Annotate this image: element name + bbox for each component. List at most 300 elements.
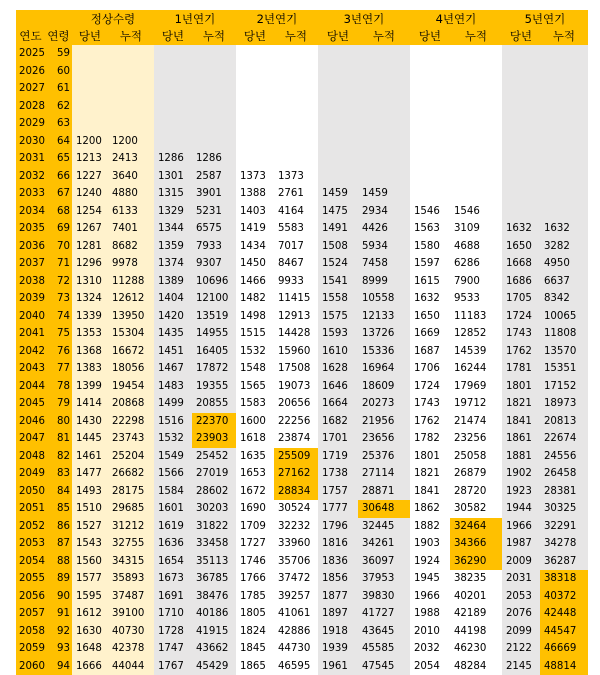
year-cell: 2058: [16, 623, 45, 641]
cumulative-cell: 34278: [540, 535, 588, 553]
annual-cell: 1762: [502, 343, 540, 361]
header-group-normal: 정상수령: [72, 10, 154, 28]
cumulative-cell: 30582: [450, 500, 502, 518]
annual-cell: 1862: [410, 500, 450, 518]
age-cell: 62: [45, 98, 72, 116]
table-row: [16, 465, 588, 483]
annual-cell: 1691: [154, 588, 192, 606]
annual-cell: 1845: [236, 640, 274, 658]
annual-cell: 1666: [72, 658, 108, 675]
cumulative-cell: [108, 80, 154, 98]
annual-cell: [154, 133, 192, 151]
year-cell: 2050: [16, 483, 45, 501]
cumulative-cell: 33960: [274, 535, 318, 553]
year-cell: 2038: [16, 273, 45, 291]
cumulative-cell: [540, 80, 588, 98]
annual-cell: 1816: [318, 535, 358, 553]
annual-cell: 1419: [236, 220, 274, 238]
table-row: [16, 395, 588, 413]
table-row: [16, 658, 588, 675]
header-annual: 당년: [236, 28, 274, 46]
year-cell: 2035: [16, 220, 45, 238]
cumulative-cell: 3282: [540, 238, 588, 256]
cumulative-cell: 35893: [108, 570, 154, 588]
header-cumulative: 누적: [192, 28, 236, 46]
annual-cell: 1724: [502, 308, 540, 326]
cumulative-cell: 22256: [274, 413, 318, 431]
cumulative-cell: 29685: [108, 500, 154, 518]
cumulative-cell: 32232: [274, 518, 318, 536]
cumulative-cell: 10558: [358, 290, 410, 308]
age-cell: 75: [45, 325, 72, 343]
annual-cell: 1987: [502, 535, 540, 553]
annual-cell: [318, 133, 358, 151]
cumulative-cell: 7933: [192, 238, 236, 256]
annual-cell: [410, 80, 450, 98]
cumulative-cell: [450, 98, 502, 116]
age-cell: 71: [45, 255, 72, 273]
annual-cell: 1483: [154, 378, 192, 396]
header-cumulative: 누적: [274, 28, 318, 46]
cumulative-cell: 4880: [108, 185, 154, 203]
year-cell: 2048: [16, 448, 45, 466]
cumulative-cell: 2413: [108, 150, 154, 168]
cumulative-cell: 12133: [358, 308, 410, 326]
cumulative-cell: [540, 150, 588, 168]
annual-cell: 1777: [318, 500, 358, 518]
annual-cell: 1373: [236, 168, 274, 186]
annual-cell: 1648: [72, 640, 108, 658]
year-cell: 2042: [16, 343, 45, 361]
annual-cell: 1939: [318, 640, 358, 658]
year-cell: 2055: [16, 570, 45, 588]
cumulative-cell: 7401: [108, 220, 154, 238]
table-row: [16, 535, 588, 553]
cumulative-cell: 3109: [450, 220, 502, 238]
year-cell: 2031: [16, 150, 45, 168]
annual-cell: 1359: [154, 238, 192, 256]
table-row: [16, 518, 588, 536]
cumulative-cell: 22370: [192, 413, 236, 431]
cumulative-cell: 47545: [358, 658, 410, 675]
year-cell: 2045: [16, 395, 45, 413]
annual-cell: [318, 63, 358, 81]
cumulative-cell: 38235: [450, 570, 502, 588]
annual-cell: 1897: [318, 605, 358, 623]
cumulative-cell: 27114: [358, 465, 410, 483]
age-cell: 68: [45, 203, 72, 221]
header-cumulative: 누적: [358, 28, 410, 46]
cumulative-cell: [450, 150, 502, 168]
cumulative-cell: 43645: [358, 623, 410, 641]
cumulative-cell: 25376: [358, 448, 410, 466]
cumulative-cell: [192, 133, 236, 151]
cumulative-cell: 41915: [192, 623, 236, 641]
cumulative-cell: [540, 133, 588, 151]
year-cell: 2046: [16, 413, 45, 431]
cumulative-cell: 2761: [274, 185, 318, 203]
cumulative-cell: [450, 115, 502, 133]
cumulative-cell: [540, 63, 588, 81]
cumulative-cell: 21474: [450, 413, 502, 431]
age-cell: 73: [45, 290, 72, 308]
cumulative-cell: 38476: [192, 588, 236, 606]
annual-cell: 1477: [72, 465, 108, 483]
cumulative-cell: 8467: [274, 255, 318, 273]
cumulative-cell: 3901: [192, 185, 236, 203]
cumulative-cell: 41727: [358, 605, 410, 623]
year-cell: 2029: [16, 115, 45, 133]
cumulative-cell: 19355: [192, 378, 236, 396]
annual-cell: 1805: [236, 605, 274, 623]
cumulative-cell: 30325: [540, 500, 588, 518]
cumulative-cell: 4950: [540, 255, 588, 273]
cumulative-cell: [274, 150, 318, 168]
annual-cell: 1841: [410, 483, 450, 501]
annual-cell: 1785: [236, 588, 274, 606]
cumulative-cell: 13950: [108, 308, 154, 326]
cumulative-cell: 17872: [192, 360, 236, 378]
table-row: [16, 98, 588, 116]
table-row: [16, 605, 588, 623]
annual-cell: 1213: [72, 150, 108, 168]
cumulative-cell: 28720: [450, 483, 502, 501]
annual-cell: 1690: [236, 500, 274, 518]
cumulative-cell: 7900: [450, 273, 502, 291]
annual-cell: [236, 133, 274, 151]
cumulative-cell: 12913: [274, 308, 318, 326]
year-cell: 2036: [16, 238, 45, 256]
annual-cell: 1668: [502, 255, 540, 273]
table-row: [16, 343, 588, 361]
annual-cell: [410, 185, 450, 203]
cumulative-cell: 13726: [358, 325, 410, 343]
table-row: [16, 623, 588, 641]
cumulative-cell: [450, 63, 502, 81]
annual-cell: 1821: [502, 395, 540, 413]
cumulative-cell: 30203: [192, 500, 236, 518]
cumulative-cell: 8999: [358, 273, 410, 291]
header-group-defer-1: 1년연기: [154, 10, 236, 28]
cumulative-cell: 26458: [540, 465, 588, 483]
annual-cell: 1738: [318, 465, 358, 483]
annual-cell: [502, 185, 540, 203]
header-annual: 당년: [502, 28, 540, 46]
annual-cell: 1706: [410, 360, 450, 378]
age-cell: 66: [45, 168, 72, 186]
cumulative-cell: 9533: [450, 290, 502, 308]
annual-cell: 1923: [502, 483, 540, 501]
cumulative-cell: [108, 98, 154, 116]
annual-cell: 1451: [154, 343, 192, 361]
annual-cell: 1686: [502, 273, 540, 291]
annual-cell: 1724: [410, 378, 450, 396]
cumulative-cell: 4426: [358, 220, 410, 238]
cumulative-cell: 25509: [274, 448, 318, 466]
annual-cell: 1612: [72, 605, 108, 623]
cumulative-cell: 23743: [108, 430, 154, 448]
cumulative-cell: 34315: [108, 553, 154, 571]
cumulative-cell: 30524: [274, 500, 318, 518]
annual-cell: [410, 150, 450, 168]
annual-cell: 1267: [72, 220, 108, 238]
cumulative-cell: 28834: [274, 483, 318, 501]
annual-cell: [154, 80, 192, 98]
cumulative-cell: 13570: [540, 343, 588, 361]
annual-cell: 1450: [236, 255, 274, 273]
age-cell: 91: [45, 605, 72, 623]
cumulative-cell: 15351: [540, 360, 588, 378]
annual-cell: 1650: [410, 308, 450, 326]
age-cell: 64: [45, 133, 72, 151]
cumulative-cell: 21956: [358, 413, 410, 431]
year-cell: 2039: [16, 290, 45, 308]
cumulative-cell: 37487: [108, 588, 154, 606]
cumulative-cell: 11288: [108, 273, 154, 291]
annual-cell: 1558: [318, 290, 358, 308]
annual-cell: 1467: [154, 360, 192, 378]
cumulative-cell: 14955: [192, 325, 236, 343]
cumulative-cell: 15336: [358, 343, 410, 361]
cumulative-cell: [358, 98, 410, 116]
annual-cell: [502, 115, 540, 133]
annual-cell: 1961: [318, 658, 358, 675]
annual-cell: 1399: [72, 378, 108, 396]
header-age: 연령: [45, 28, 72, 46]
table-row: [16, 483, 588, 501]
cumulative-cell: 22674: [540, 430, 588, 448]
cumulative-cell: 45429: [192, 658, 236, 675]
annual-cell: 1966: [410, 588, 450, 606]
annual-cell: 1227: [72, 168, 108, 186]
cumulative-cell: 31212: [108, 518, 154, 536]
cumulative-cell: 46230: [450, 640, 502, 658]
annual-cell: 1719: [318, 448, 358, 466]
cumulative-cell: [358, 45, 410, 63]
cumulative-cell: 9978: [108, 255, 154, 273]
cumulative-cell: 7458: [358, 255, 410, 273]
cumulative-cell: 32464: [450, 518, 502, 536]
annual-cell: 1493: [72, 483, 108, 501]
cumulative-cell: 44547: [540, 623, 588, 641]
annual-cell: 1461: [72, 448, 108, 466]
cumulative-cell: 3640: [108, 168, 154, 186]
cumulative-cell: 4688: [450, 238, 502, 256]
cumulative-cell: [108, 63, 154, 81]
annual-cell: 1728: [154, 623, 192, 641]
annual-cell: 1796: [318, 518, 358, 536]
cumulative-cell: 13519: [192, 308, 236, 326]
cumulative-cell: [358, 63, 410, 81]
annual-cell: [410, 98, 450, 116]
cumulative-cell: 44044: [108, 658, 154, 675]
cumulative-cell: 20813: [540, 413, 588, 431]
year-cell: 2034: [16, 203, 45, 221]
annual-cell: 1560: [72, 553, 108, 571]
annual-cell: 1766: [236, 570, 274, 588]
annual-cell: 1988: [410, 605, 450, 623]
cumulative-cell: [358, 150, 410, 168]
cumulative-cell: 6286: [450, 255, 502, 273]
cumulative-cell: [274, 133, 318, 151]
cumulative-cell: [540, 185, 588, 203]
cumulative-cell: 20868: [108, 395, 154, 413]
annual-cell: 1459: [318, 185, 358, 203]
annual-cell: 1727: [236, 535, 274, 553]
cumulative-cell: [192, 115, 236, 133]
cumulative-cell: 26879: [450, 465, 502, 483]
annual-cell: 1856: [318, 570, 358, 588]
age-cell: 70: [45, 238, 72, 256]
annual-cell: 1595: [72, 588, 108, 606]
annual-cell: 2031: [502, 570, 540, 588]
annual-cell: 1918: [318, 623, 358, 641]
age-cell: 86: [45, 518, 72, 536]
cumulative-cell: [192, 63, 236, 81]
header-annual: 당년: [154, 28, 192, 46]
cumulative-cell: [358, 80, 410, 98]
annual-cell: [502, 80, 540, 98]
cumulative-cell: [274, 63, 318, 81]
cumulative-cell: 19454: [108, 378, 154, 396]
cumulative-cell: [108, 45, 154, 63]
header-row-sub: [16, 28, 588, 46]
cumulative-cell: 6575: [192, 220, 236, 238]
annual-cell: [72, 45, 108, 63]
cumulative-cell: [450, 45, 502, 63]
annual-cell: 1705: [502, 290, 540, 308]
annual-cell: 1565: [236, 378, 274, 396]
cumulative-cell: 46669: [540, 640, 588, 658]
annual-cell: 2076: [502, 605, 540, 623]
cumulative-cell: 34261: [358, 535, 410, 553]
annual-cell: 2053: [502, 588, 540, 606]
cumulative-cell: 28175: [108, 483, 154, 501]
cumulative-cell: 18056: [108, 360, 154, 378]
annual-cell: 1584: [154, 483, 192, 501]
table-row: [16, 220, 588, 238]
annual-cell: 1877: [318, 588, 358, 606]
cumulative-cell: 44198: [450, 623, 502, 641]
table-row: [16, 115, 588, 133]
annual-cell: 1701: [318, 430, 358, 448]
cumulative-cell: 16405: [192, 343, 236, 361]
cumulative-cell: 16672: [108, 343, 154, 361]
header-blank-age: [45, 10, 72, 28]
cumulative-cell: 35113: [192, 553, 236, 571]
age-cell: 76: [45, 343, 72, 361]
annual-cell: [154, 98, 192, 116]
cumulative-cell: 25452: [192, 448, 236, 466]
cumulative-cell: [450, 133, 502, 151]
annual-cell: 1653: [236, 465, 274, 483]
year-cell: 2057: [16, 605, 45, 623]
cumulative-cell: [358, 133, 410, 151]
cumulative-cell: [274, 98, 318, 116]
annual-cell: 1344: [154, 220, 192, 238]
age-cell: 61: [45, 80, 72, 98]
cumulative-cell: [540, 45, 588, 63]
annual-cell: 1435: [154, 325, 192, 343]
annual-cell: 1902: [502, 465, 540, 483]
year-cell: 2056: [16, 588, 45, 606]
cumulative-cell: 20273: [358, 395, 410, 413]
table-row: [16, 360, 588, 378]
cumulative-cell: [358, 168, 410, 186]
cumulative-cell: 33458: [192, 535, 236, 553]
annual-cell: 1516: [154, 413, 192, 431]
annual-cell: [502, 150, 540, 168]
annual-cell: [410, 133, 450, 151]
annual-cell: [236, 45, 274, 63]
table-body: [16, 45, 588, 675]
cumulative-cell: [108, 115, 154, 133]
annual-cell: 1543: [72, 535, 108, 553]
annual-cell: 1524: [318, 255, 358, 273]
annual-cell: 1746: [236, 553, 274, 571]
cumulative-cell: 48814: [540, 658, 588, 675]
annual-cell: 1240: [72, 185, 108, 203]
table-row: [16, 203, 588, 221]
table-row: [16, 133, 588, 151]
cumulative-cell: 36097: [358, 553, 410, 571]
age-cell: 59: [45, 45, 72, 63]
cumulative-cell: 16244: [450, 360, 502, 378]
annual-cell: 1710: [154, 605, 192, 623]
age-cell: 63: [45, 115, 72, 133]
table-row: [16, 273, 588, 291]
year-cell: 2053: [16, 535, 45, 553]
cumulative-cell: 10696: [192, 273, 236, 291]
annual-cell: 2032: [410, 640, 450, 658]
cumulative-cell: 36290: [450, 553, 502, 571]
annual-cell: [410, 115, 450, 133]
cumulative-cell: 37953: [358, 570, 410, 588]
cumulative-cell: 41061: [274, 605, 318, 623]
annual-cell: [318, 80, 358, 98]
annual-cell: [236, 63, 274, 81]
age-cell: 65: [45, 150, 72, 168]
table-row: [16, 570, 588, 588]
cumulative-cell: [192, 80, 236, 98]
age-cell: 92: [45, 623, 72, 641]
annual-cell: 1315: [154, 185, 192, 203]
age-cell: 72: [45, 273, 72, 291]
table-row: [16, 168, 588, 186]
annual-cell: [72, 98, 108, 116]
table-row: [16, 588, 588, 606]
cumulative-cell: 2587: [192, 168, 236, 186]
annual-cell: 1549: [154, 448, 192, 466]
age-cell: 90: [45, 588, 72, 606]
annual-cell: 1903: [410, 535, 450, 553]
annual-cell: 1672: [236, 483, 274, 501]
table-row: [16, 290, 588, 308]
annual-cell: 1508: [318, 238, 358, 256]
year-cell: 2027: [16, 80, 45, 98]
cumulative-cell: 12612: [108, 290, 154, 308]
header-group-defer-3: 3년연기: [318, 10, 410, 28]
table-row: [16, 308, 588, 326]
table-row: [16, 150, 588, 168]
header-cumulative: 누적: [108, 28, 154, 46]
cumulative-cell: 36785: [192, 570, 236, 588]
annual-cell: 1563: [410, 220, 450, 238]
annual-cell: 1762: [410, 413, 450, 431]
cumulative-cell: 40730: [108, 623, 154, 641]
annual-cell: 1580: [410, 238, 450, 256]
annual-cell: 1619: [154, 518, 192, 536]
